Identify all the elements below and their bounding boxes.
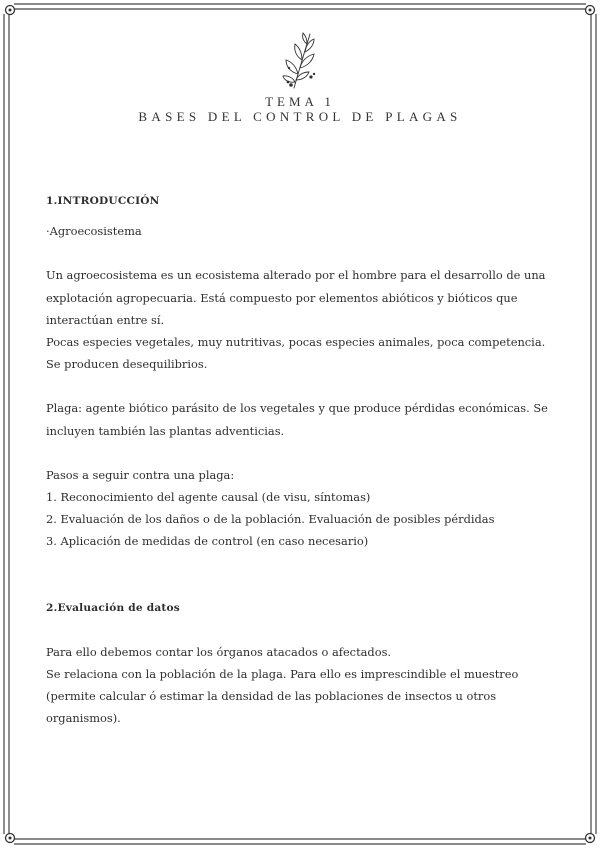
section-heading-evaluacion: 2.Evaluación de datos xyxy=(46,601,180,614)
paragraph-line: (permite calcular ó estimar la densidad de las poblaciones de insectos u otros xyxy=(46,689,497,704)
botanical-branch-icon xyxy=(280,30,320,92)
bullet-agroecosistema: ·Agroecosistema xyxy=(46,224,142,239)
step-item: 2. Evaluación de los daños o de la población. Evaluación de posibles pérdidas xyxy=(46,512,495,527)
chapter-number: TEMA 1 xyxy=(265,94,335,109)
step-item: 3. Aplicación de medidas de control (en caso necesario) xyxy=(46,534,369,549)
paragraph-line: Un agroecosistema es un ecosistema alterado por el hombre para el desarrollo de una xyxy=(46,268,546,283)
paragraph-line: incluyen también las plantas adventicias. xyxy=(46,423,285,438)
paragraph-line: explotación agropecuaria. Está compuesto por elementos abióticos y bióticos que xyxy=(46,290,518,305)
step-item: 1. Reconocimiento del agente causal (de visu, síntomas) xyxy=(46,490,371,505)
paragraph-line: organismos). xyxy=(46,711,121,726)
document-body xyxy=(46,190,566,730)
paragraph-line: Se producen desequilibrios. xyxy=(46,357,208,372)
document-header xyxy=(0,30,600,125)
paragraph-line: interactúan entre sí. xyxy=(46,312,165,327)
section-heading-introduccion: 1.INTRODUCCIÓN xyxy=(46,195,160,207)
paragraph-line: Para ello debemos contar los órganos atacados o afectados. xyxy=(46,644,392,659)
paragraph-line: Plaga: agente biótico parásito de los vegetales y que produce pérdidas económicas. Se xyxy=(46,401,548,416)
paragraph-line: Se relaciona con la población de la plaga. Para ello es imprescindible el muestreo xyxy=(46,667,519,682)
chapter-title: BASES DEL CONTROL DE PLAGAS xyxy=(138,109,462,124)
steps-intro: Pasos a seguir contra una plaga: xyxy=(46,467,235,482)
paragraph-line: Pocas especies vegetales, muy nutritivas, pocas especies animales, poca competencia. xyxy=(46,335,546,350)
